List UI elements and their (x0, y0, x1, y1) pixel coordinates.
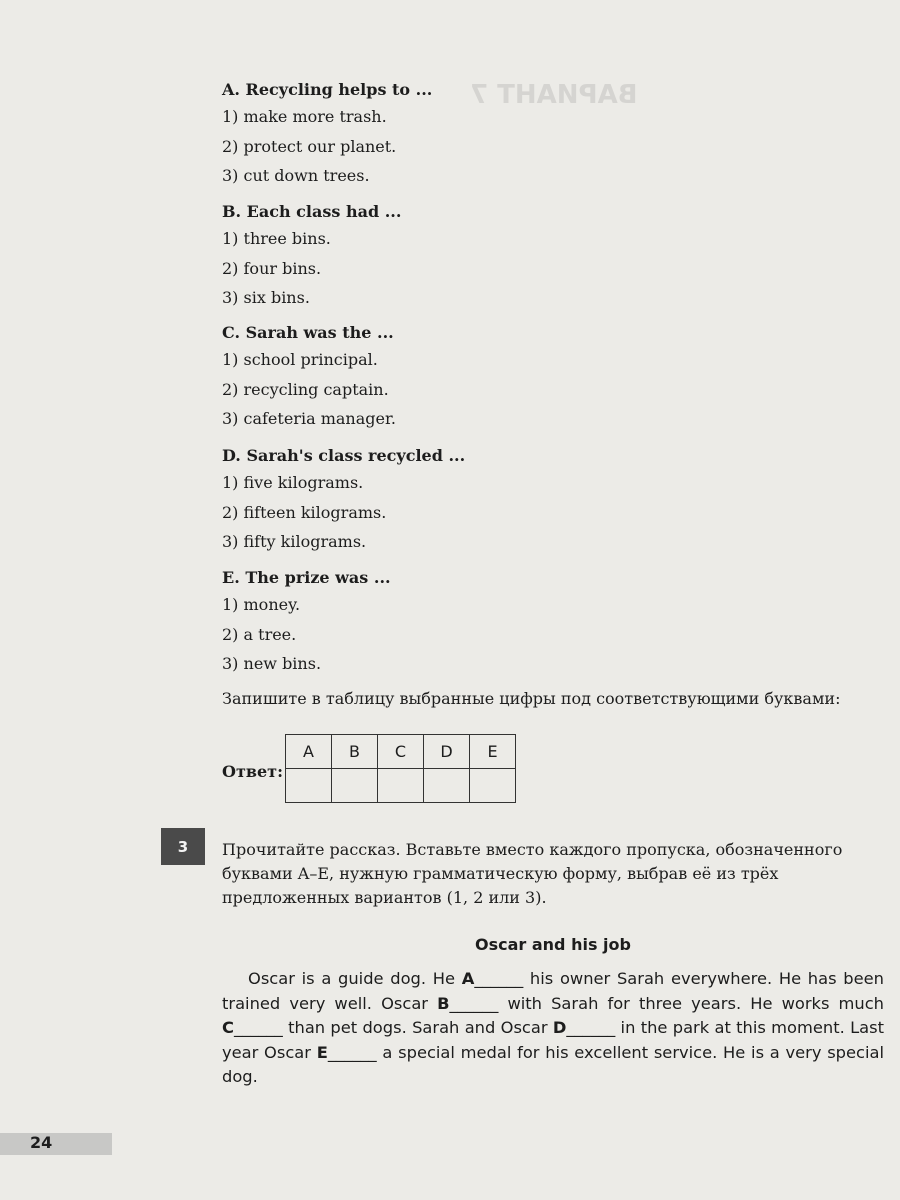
question-e-option-1: 1) money. (222, 595, 301, 614)
answer-header-a: A (286, 735, 332, 769)
gap-letter-b: B (437, 993, 450, 1013)
question-a-option-3: 3) cut down trees. (222, 166, 370, 185)
story-paragraph: Oscar is a guide dog. He A______ his owner Sarah everywhere. He has been trained very well. Oscar B______ with Sarah for three years. He works much C______ than pet dogs. Sarah and Oscar D______ in the park at this moment. Last year Oscar E______ a special medal for his excellent service. He is a very special dog. (222, 969, 885, 1086)
question-b-option-1: 1) three bins. (222, 229, 331, 248)
answer-header-d: D (424, 735, 470, 769)
question-c-option-3: 3) cafeteria manager. (222, 409, 396, 428)
question-c-option-2: 2) recycling captain. (222, 379, 389, 399)
question-stem-b: B. Each class had ... (222, 202, 402, 221)
answer-cell-b[interactable] (332, 769, 378, 803)
answer-header-e: E (470, 735, 516, 769)
task-number-badge: 3 (161, 828, 205, 865)
answer-cell-d[interactable] (424, 769, 470, 803)
question-stem-c: C. Sarah was the ... (222, 323, 394, 342)
answer-cell-a[interactable] (286, 769, 332, 803)
answer-header-c: C (378, 735, 424, 769)
gap-letter-c: C (222, 1018, 234, 1037)
answer-label: Ответ: (222, 762, 283, 781)
question-a-option-2: 2) protect our planet. (222, 136, 397, 156)
table-instruction: Запишите в таблицу выбранные цифры под соответствующими буквами: (222, 689, 841, 708)
question-stem-d: D. Sarah's class recycled ... (222, 446, 466, 465)
question-b-option-2: 2) four bins. (222, 258, 322, 278)
answer-table-header-row (286, 735, 516, 769)
question-c-option-1: 1) school principal. (222, 350, 378, 369)
gap-letter-e: E (316, 1042, 328, 1062)
answer-table (285, 734, 516, 803)
answer-cell-c[interactable] (378, 769, 424, 803)
question-e-option-2: 2) a tree. (222, 624, 297, 644)
page-number-bar (0, 1133, 112, 1155)
question-stem-a: A. Recycling helps to ... (222, 80, 433, 99)
question-stem-e: E. The prize was ... (222, 568, 391, 587)
answer-cell-e[interactable] (470, 769, 516, 803)
gap-letter-d: D (552, 1018, 567, 1037)
answer-table-input-row (286, 769, 516, 803)
task3-instruction: Прочитайте рассказ. Вставьте вместо каждого пропуска, обозначенного буквами A–E, нужную грамматическую форму, выбрав её из трёх предложенных вариантов (1, 2 или 3). (222, 840, 843, 907)
gap-letter-a: A (461, 969, 475, 988)
page-number: 24 (30, 1133, 53, 1152)
answer-header-b: B (332, 735, 378, 769)
bleed-through-text: ВАРИАНТ 7 (470, 80, 638, 110)
question-b-option-3: 3) six bins. (222, 288, 310, 307)
story-title: Oscar and his job (475, 935, 631, 954)
question-e-option-3: 3) new bins. (222, 654, 322, 673)
story-text (222, 967, 884, 1090)
question-d-option-3: 3) fifty kilograms. (222, 532, 367, 551)
question-d-option-1: 1) five kilograms. (222, 473, 364, 492)
question-d-option-2: 2) fifteen kilograms. (222, 502, 387, 522)
question-a-option-1: 1) make more trash. (222, 107, 387, 126)
